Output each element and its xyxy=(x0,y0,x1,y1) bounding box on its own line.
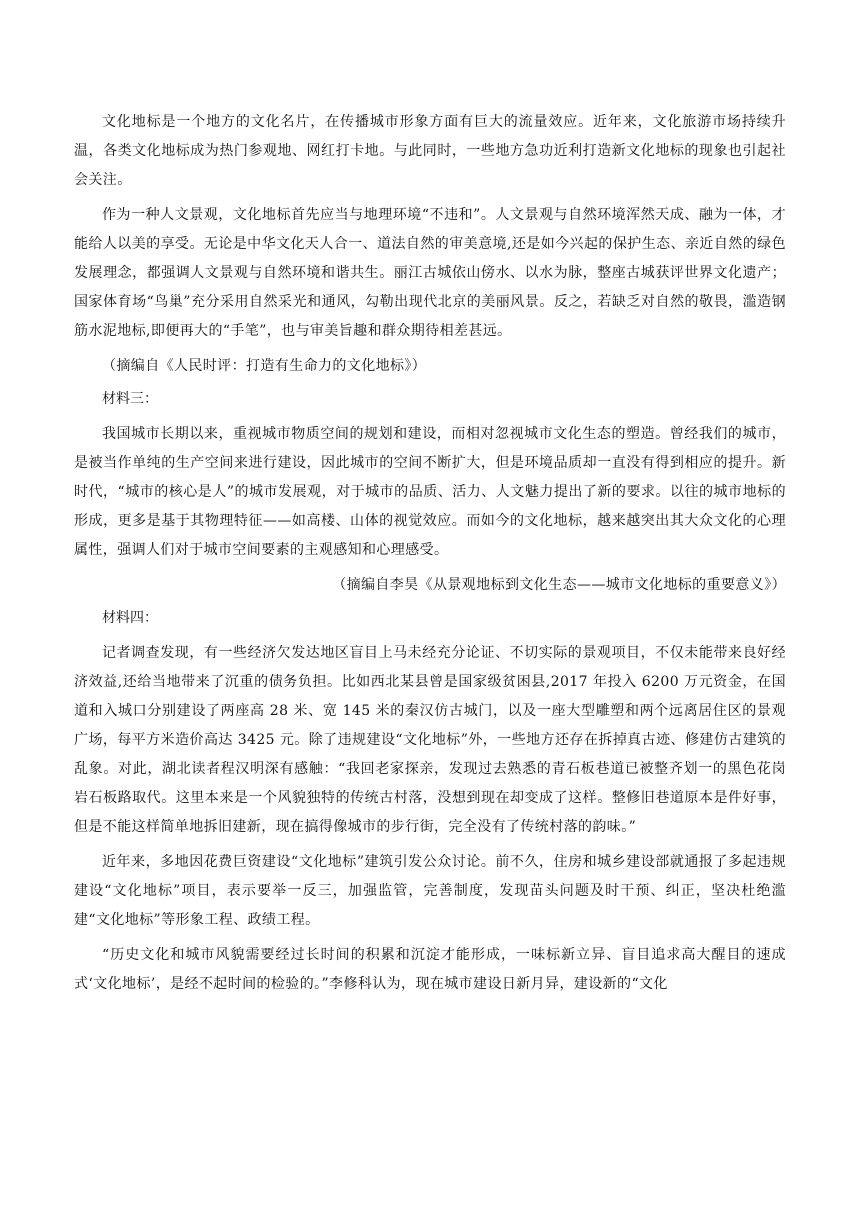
source-citation-3: （摘编自李昊《从景观地标到文化生态——城市文化地标的重要意义》） xyxy=(332,577,786,593)
material-4-label: 材料四： xyxy=(102,610,158,626)
document-page xyxy=(74,108,786,1005)
paragraph-1: 文化地标是一个地方的文化名片，在传播城市形象方面有巨大的流量效应。近年来，文化旅游市场持续升温，各类文化地标成为热门参观地、网红打卡地。与此同时，一些地方急功近利打造新文化地标的现象也引起社会关注。 xyxy=(74,114,786,188)
material-3-label: 材料三： xyxy=(102,391,158,407)
paragraph-5: 近年来，多地因花费巨资建设“文化地标”建筑引发公众讨论。前不久，住房和城乡建设部就通报了多起违规建设“文化地标”项目，表示要举一反三，加强监管，完善制度，发现苗头问题及时干预、纠正，坚决杜绝滥建“文化地标”等形象工程、政绩工程。 xyxy=(74,854,786,928)
source-citation-2: （摘编自《人民时评：打造有生命力的文化地标》） xyxy=(102,358,427,374)
paragraph-3: 我国城市长期以来，重视城市物质空间的规划和建设，而相对忽视城市文化生态的塑造。曾经我们的城市，是被当作单纯的生产空间来进行建设，因此城市的空间不断扩大，但是环境品质却一直没有得到相应的提升。新时代，“城市的核心是人”的城市发展观，对于城市的品质、活力、人文魅力提出了新的要求。以往的城市地标的形成，更多是基于其物理特征——如高楼、山体的视觉效应。而如今的文化地标，越来越突出其大众文化的心理属性，强调人们对于城市空间要素的主观感知和心理感受。 xyxy=(74,426,786,558)
paragraph-2: 作为一种人文景观，文化地标首先应当与地理环境“不违和”。人文景观与自然环境浑然天成、融为一体，才能给人以美的享受。无论是中华文化天人合一、道法自然的审美意境,还是如今兴起的保护生态、亲近自然的绿色发展理念，都强调人文景观与自然环境和谐共生。丽江古城依山傍水、以水为脉，整座古城获评世界文化遗产；国家体育场“鸟巢”充分采用自然采光和通风，勾勒出现代北京的美丽风景。反之，若缺乏对自然的敬畏，滥造钢筋水泥地标,即便再大的“手笔”，也与审美旨趣和群众期待相差甚远。 xyxy=(74,207,786,339)
paragraph-4: 记者调查发现，有一些经济欠发达地区盲目上马未经充分论证、不切实际的景观项目，不仅未能带来良好经济效益,还给当地带来了沉重的债务负担。比如西北某县曾是国家级贫困县,2017 年投入 6200 万元资金，在国道和入城口分别建设了两座高 28 米、宽 145 米的秦汉仿古城门，以及一座大型雕塑和两个远离居住区的景观广场，每平方米造价高达 3425 元。除了违规建设“文化地标”外，一些地方还存在拆掉真古迹、修建仿古建筑的乱象。对此，湖北读者程汉明深有感触：“我回老家探亲，发现过去熟悉的青石板巷道已被整齐划一的黑色花岗岩石板路取代。这里本来是一个风貌独特的传统古村落，没想到现在却变成了这样。整修旧巷道原本是件好事，但是不能这样简单地拆旧建新，现在搞得像城市的步行街，完全没有了传统村落的韵味。” xyxy=(74,645,786,835)
paragraph-6: “历史文化和城市风貌需要经过长时间的积累和沉淀才能形成，一味标新立异、盲目追求高大醒目的速成式‘文化地标’，是经不起时间的检验的。”李修科认为，现在城市建设日新月异，建设新的“文化 xyxy=(74,947,786,992)
